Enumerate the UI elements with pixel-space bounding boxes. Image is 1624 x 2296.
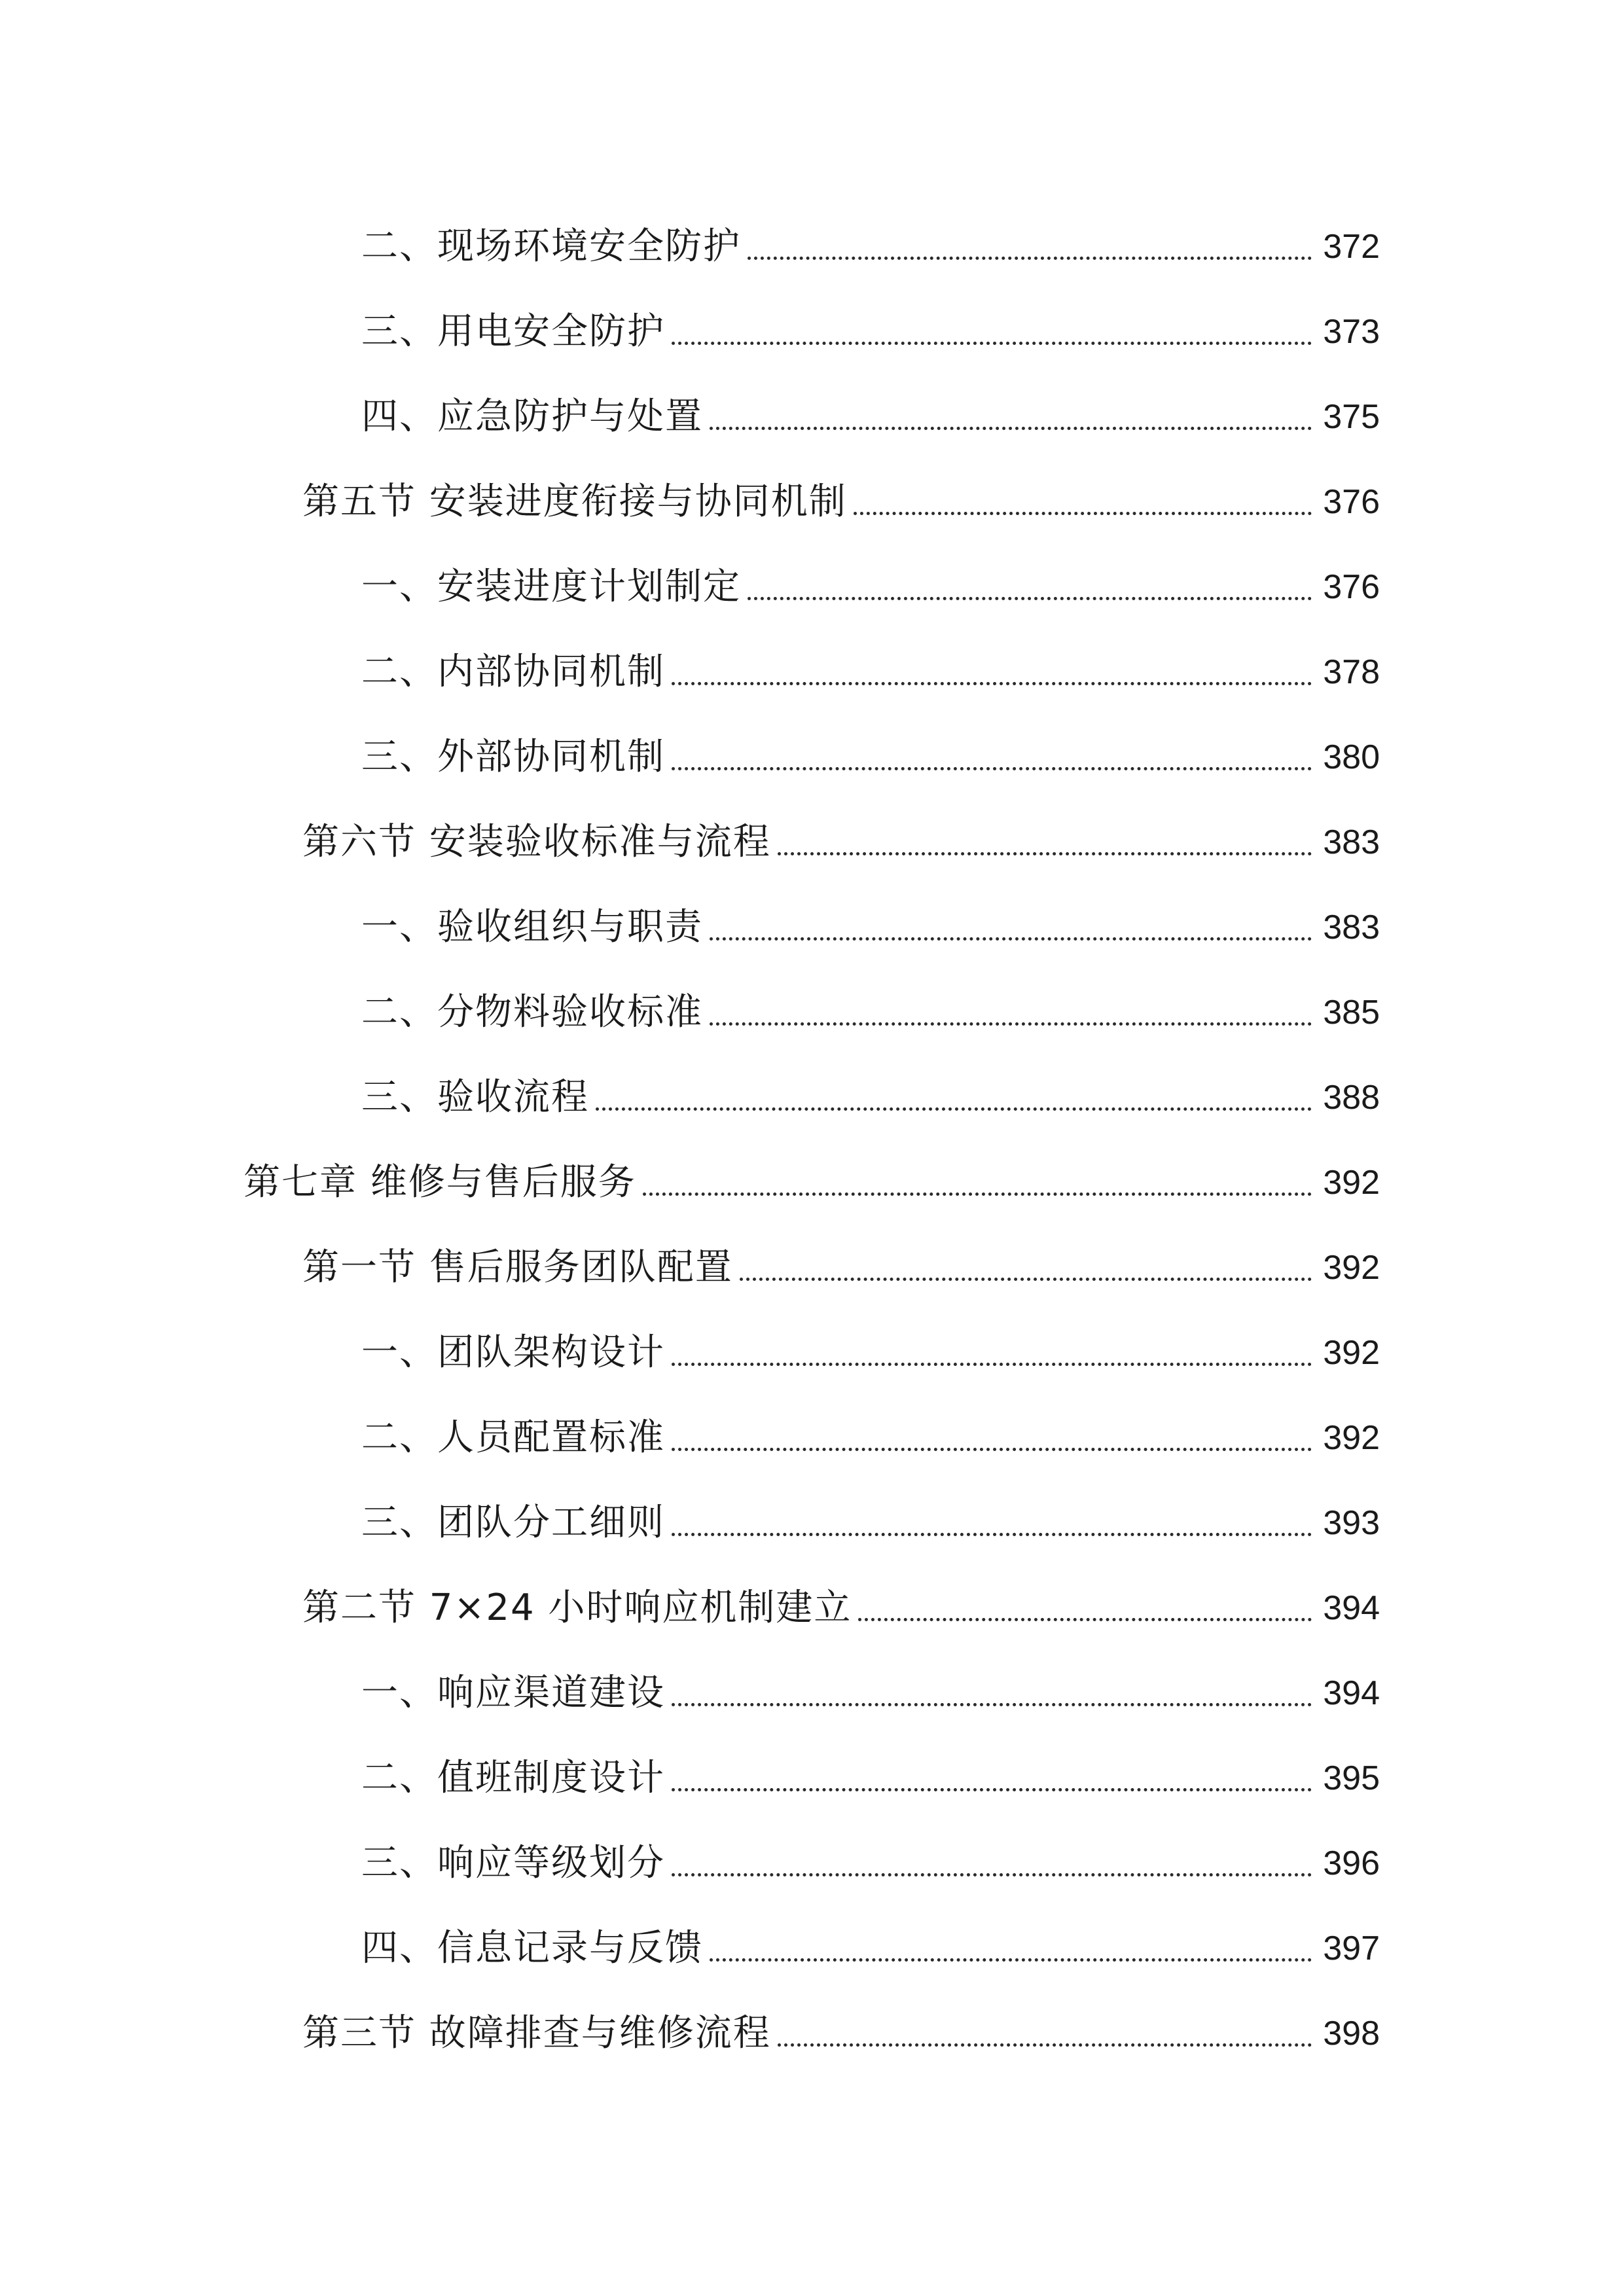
- toc-dot-leader: [672, 1845, 1312, 1882]
- toc-entry-title: 第二节 7×24 小时响应机制建立: [302, 1587, 852, 1629]
- toc-entry-title: 一、团队架构设计: [361, 1331, 665, 1374]
- toc-entry[interactable]: [302, 800, 1380, 885]
- toc-entry-title: 二、内部协同机制: [361, 651, 665, 693]
- toc-entry-title: 一、响应渠道建设: [361, 1672, 665, 1714]
- toc-entry-title: 一、安装进度计划制定: [361, 565, 741, 608]
- table-of-contents: [0, 204, 1624, 2076]
- toc-dot-leader: [672, 739, 1312, 776]
- toc-dot-leader: [672, 1420, 1312, 1456]
- toc-entry-page-number: 380: [1323, 738, 1380, 776]
- toc-dot-leader: [748, 228, 1312, 265]
- toc-entry[interactable]: [361, 204, 1380, 289]
- toc-dot-leader: [778, 824, 1312, 861]
- toc-entry[interactable]: [361, 970, 1380, 1055]
- toc-entry[interactable]: [361, 1651, 1380, 1736]
- toc-entry-title: 四、应急防护与处置: [361, 395, 703, 438]
- toc-entry[interactable]: [302, 1225, 1380, 1310]
- toc-entry-title: 三、响应等级划分: [361, 1842, 665, 1884]
- toc-dot-leader: [672, 1335, 1312, 1371]
- toc-entry[interactable]: [361, 1736, 1380, 1821]
- toc-entry-page-number: 394: [1323, 1674, 1380, 1712]
- toc-entry-page-number: 373: [1323, 313, 1380, 351]
- toc-dot-leader: [740, 1249, 1312, 1286]
- toc-entry-page-number: 392: [1323, 1419, 1380, 1457]
- toc-dot-leader: [748, 569, 1312, 605]
- toc-entry[interactable]: [302, 1566, 1380, 1651]
- toc-entry[interactable]: [361, 374, 1380, 459]
- toc-entry-title: 二、现场环境安全防护: [361, 225, 741, 268]
- toc-entry-title: 第三节 故障排查与维修流程: [302, 2012, 771, 2054]
- toc-entry[interactable]: [361, 289, 1380, 374]
- toc-dot-leader: [710, 399, 1312, 435]
- toc-entry-title: 三、用电安全防护: [361, 310, 665, 353]
- toc-dot-leader: [710, 1930, 1312, 1967]
- toc-entry-page-number: 376: [1323, 568, 1380, 606]
- toc-dot-leader: [672, 314, 1312, 350]
- toc-entry-page-number: 372: [1323, 228, 1380, 266]
- toc-dot-leader: [710, 909, 1312, 946]
- toc-entry-title: 二、值班制度设计: [361, 1757, 665, 1799]
- toc-entry[interactable]: [361, 885, 1380, 970]
- toc-dot-leader: [854, 484, 1312, 520]
- toc-entry-title: 三、验收流程: [361, 1076, 589, 1119]
- toc-entry[interactable]: [361, 1821, 1380, 1906]
- toc-entry-page-number: 392: [1323, 1164, 1380, 1202]
- toc-entry-title: 三、团队分工细则: [361, 1501, 665, 1544]
- toc-entry[interactable]: [244, 1140, 1380, 1225]
- toc-entry[interactable]: [361, 545, 1380, 630]
- toc-entry-title: 第一节 售后服务团队配置: [302, 1246, 733, 1289]
- toc-entry-title: 三、外部协同机制: [361, 736, 665, 778]
- toc-dot-leader: [672, 1505, 1312, 1541]
- toc-dot-leader: [672, 1675, 1312, 1712]
- toc-entry-title: 二、分物料验收标准: [361, 991, 703, 1033]
- toc-entry[interactable]: [361, 1480, 1380, 1566]
- toc-entry-title: 二、人员配置标准: [361, 1416, 665, 1459]
- toc-entry-title: 一、验收组织与职责: [361, 906, 703, 948]
- toc-entry[interactable]: [361, 715, 1380, 800]
- toc-entry-title: 第七章 维修与售后服务: [244, 1161, 636, 1204]
- toc-rows: [0, 204, 1380, 2076]
- toc-entry[interactable]: [361, 1055, 1380, 1140]
- toc-entry[interactable]: [302, 459, 1380, 545]
- toc-entry-page-number: 383: [1323, 908, 1380, 946]
- toc-dot-leader: [596, 1079, 1312, 1116]
- toc-dot-leader: [643, 1164, 1312, 1201]
- toc-entry-page-number: 383: [1323, 823, 1380, 861]
- toc-entry-page-number: 398: [1323, 2015, 1380, 2053]
- toc-entry-title: 第六节 安装验收标准与流程: [302, 821, 771, 863]
- toc-entry-title: 第五节 安装进度衔接与协同机制: [302, 480, 847, 523]
- toc-entry-page-number: 396: [1323, 1844, 1380, 1882]
- toc-entry-page-number: 394: [1323, 1589, 1380, 1627]
- toc-dot-leader: [672, 1760, 1312, 1797]
- toc-entry-page-number: 378: [1323, 653, 1380, 691]
- toc-entry[interactable]: [361, 1395, 1380, 1480]
- toc-entry-page-number: 392: [1323, 1334, 1380, 1372]
- toc-entry-title: 四、信息记录与反馈: [361, 1927, 703, 1969]
- toc-entry-page-number: 392: [1323, 1249, 1380, 1287]
- toc-entry-page-number: 397: [1323, 1929, 1380, 1967]
- toc-dot-leader: [710, 994, 1312, 1031]
- toc-entry-page-number: 393: [1323, 1504, 1380, 1542]
- toc-entry-page-number: 376: [1323, 483, 1380, 521]
- toc-entry-page-number: 375: [1323, 398, 1380, 436]
- toc-entry[interactable]: [302, 1991, 1380, 2076]
- toc-dot-leader: [778, 2015, 1312, 2052]
- toc-dot-leader: [858, 1590, 1312, 1626]
- toc-entry[interactable]: [361, 630, 1380, 715]
- toc-entry[interactable]: [361, 1906, 1380, 1991]
- toc-entry-page-number: 385: [1323, 994, 1380, 1031]
- toc-entry-page-number: 388: [1323, 1079, 1380, 1117]
- toc-dot-leader: [672, 654, 1312, 691]
- toc-entry[interactable]: [361, 1310, 1380, 1395]
- toc-entry-page-number: 395: [1323, 1759, 1380, 1797]
